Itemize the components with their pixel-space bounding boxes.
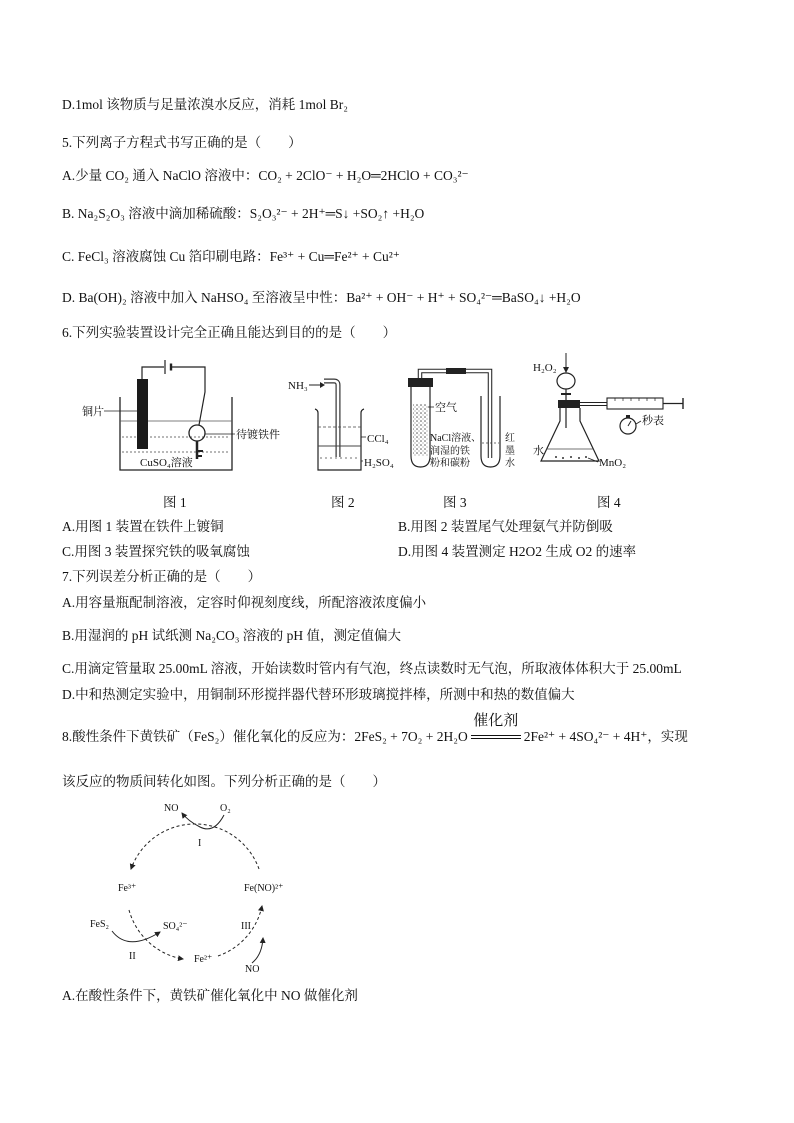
step-3-label: III [241,921,251,932]
conversion-cycle-diagram [70,795,310,985]
mno2-particle [555,456,557,458]
stopwatch-hand [628,421,631,426]
fe2-label: Fe²⁺ [194,954,213,965]
stopwatch-label: 秒表 [642,415,664,427]
nh3-label: NH₃ [288,380,308,392]
double-equals-sign [471,735,521,739]
fes2-to-so4-arrow [112,931,160,942]
question-7-option-c: C.用滴定管量取 25.00mL 溶液，开始读数时管内有气泡，终点读数时无气泡，所取液体体积大于 25.00mL [62,661,682,676]
red-ink-label-3: 水 [505,458,515,469]
figure-2-ammonia-absorption-apparatus [285,360,400,475]
question-7-option-d: D.中和热测定实验中，用铜制环形搅拌器代替环形玻璃搅拌棒，所测中和热的数值偏大 [62,687,575,702]
water-label: 水 [533,445,544,457]
conical-flask [541,408,599,461]
stopper [408,378,433,387]
red-ink-label-2: 墨 [505,446,515,457]
addition-arrowhead [563,367,569,373]
mno2-particle [570,456,572,458]
tube-contents-label-1: NaCl溶液、 [430,433,482,444]
question-6-option-d: D.用图 4 装置测定 H2O2 生成 O2 的速率 [398,544,637,559]
red-ink-label-1: 红 [505,433,515,444]
fe3-label: Fe³⁺ [118,883,137,894]
question-7-option-b: B.用湿润的 pH 试纸测 Na₂CO₃ 溶液的 pH 值，测定值偏大 [62,628,402,643]
question-8-option-a: A.在酸性条件下，黄铁矿催化氧化中 NO 做催化剂 [62,988,358,1003]
no-released-label: NO [164,803,179,814]
question-5-option-c: C. FeCl₃ 溶液腐蚀 Cu 箔印刷电路：Fe³⁺ + Cu═Fe²⁺ + Cu²⁺ [62,249,400,264]
cuso4-solution-label: CuSO₄溶液 [140,457,193,469]
question-6-option-b: B.用图 2 装置尾气处理氨气并防倒吸 [398,519,613,534]
o2-label: O₂ [220,803,231,814]
step-2-label: II [129,951,136,962]
figure-2-caption: 图 2 [331,495,355,510]
question-8-stem-line-2: 该反应的物质间转化如图。下列分析正确的是（ ） [62,774,386,789]
iron-part [189,425,205,441]
flask-stopper [558,400,580,408]
mno2-label: MnO₂ [599,457,627,469]
figure-3-caption: 图 3 [443,495,467,510]
fes2-label: FeS₂ [90,919,110,930]
air-label: 空气 [435,402,457,414]
question-6-option-c: C.用图 3 装置探究铁的吸氧腐蚀 [62,544,250,559]
tube-contents-label-2: 润湿的铁 [430,446,470,457]
rubber-connector [446,368,466,374]
question-5-stem: 5.下列离子方程式书写正确的是（ ） [62,135,302,150]
figure-3-corrosion-apparatus [400,364,525,472]
cycle-arc-step-3 [218,906,262,956]
copper-plate-label: 铜片 [82,406,104,418]
mno2-particle [585,456,587,458]
question-6-option-a: A.用图 1 装置在铁件上镀铜 [62,519,224,534]
copper-plate [137,379,148,449]
question-5-option-d: D. Ba(OH)₂ 溶液中加入 NaHSO₄ 至溶液呈中性：Ba²⁺ + OH⁻ + H⁺ + SO₄²⁻═BaSO₄↓ +H₂O [62,290,581,305]
question-8-stem-line-1 [62,713,688,746]
stopwatch-knob [626,415,630,418]
iron-part-label: 待镀铁件 [236,429,280,441]
figure-1-electroplating-apparatus [78,352,293,477]
separatory-funnel [557,373,575,389]
fe-no-complex-label: Fe(NO)²⁺ [244,883,284,894]
question-8-reactants: 8.酸性条件下黄铁矿（FeS₂）催化氧化的反应为：2FeS₂ + 7O₂ + 2H₂O [62,729,468,744]
mno2-particle [562,457,564,459]
no-in-arrow [252,938,263,963]
wire-right [172,367,205,425]
question-6-stem: 6.下列实验装置设计完全正确且能达到目的的是（ ） [62,325,397,340]
figure-1-caption: 图 1 [163,495,187,510]
step-1-label: I [198,838,202,849]
question-5-option-b: B. Na₂S₂O₃ 溶液中滴加稀硫酸：S₂O₃²⁻ + 2H⁺═S↓ +SO₂↑ +H₂O [62,206,425,221]
no-input-label: NO [245,964,260,975]
tube-contents-label-3: 粉和碳粉 [430,458,470,469]
question-7-stem: 7.下列误差分析正确的是（ ） [62,569,262,584]
h2o2-label: H₂O₂ [533,362,557,374]
iron-carbon-powder [413,404,428,456]
figure-4-rate-measurement-apparatus [528,350,688,472]
reaction-condition [471,713,521,746]
question-4-option-d: D.1mol 该物质与足量浓溴水反应，消耗 1mol Br₂ [62,97,348,112]
h2so4-label: H₂SO₄ [364,457,394,469]
question-5-option-a: A.少量 CO₂ 通入 NaClO 溶液中：CO₂ + 2ClO⁻ + H₂O═2HClO + CO₃²⁻ [62,168,469,183]
cycle-arc-step-1 [131,824,259,869]
question-8-products: 2Fe²⁺ + 4SO₄²⁻ + 4H⁺，实现 [523,729,688,744]
wire-left [142,367,164,379]
ccl4-label: CCl₄ [367,433,389,445]
mno2-particle [578,457,580,459]
syringe-barrel [607,398,663,409]
figure-4-caption: 图 4 [597,495,621,510]
catalyst-label: 催化剂 [473,713,519,729]
o2-in-no-out-arrow [182,813,224,829]
so4-label: SO₄²⁻ [163,921,188,932]
question-7-option-a: A.用容量瓶配制溶液，定容时仰视刻度线，所配溶液浓度偏小 [62,595,427,610]
stopwatch-leader [636,421,641,424]
